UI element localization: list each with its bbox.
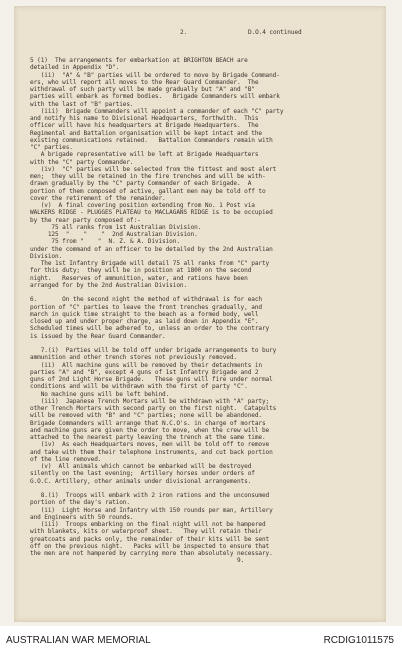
text-line: 125 " " " 2nd Australian Division.	[30, 231, 198, 238]
text-line: for this duty; they will be in position at 1800 on the second	[30, 267, 252, 275]
text-line: 7.(i) Parties will be told off under brigade arrangements to bury	[30, 347, 277, 354]
text-line: G.O.C. Artillery, other animals under divisional arrangements.	[30, 477, 252, 485]
text-line: night. Reserves of ammunition, water, and rations have been	[30, 274, 248, 282]
text-line: and notify his name to Divisional Headquarters, forthwith. This	[30, 115, 259, 122]
text-line: 6. On the second night the method of withdrawal is for each	[30, 296, 262, 304]
text-line: other Trench Mortars with second party on the first night. Catapults	[30, 405, 277, 412]
text-line: conditions and will be withdrawn with the first of party "C".	[30, 383, 248, 391]
text-line: parties will embark as formed bodies. Brigade Commanders will embark	[30, 93, 280, 101]
text-line: 75 all ranks from 1st Australian Division.	[30, 223, 202, 231]
text-line: drawn gradually by the "C" party Commander of each Brigade. A	[30, 180, 252, 188]
text-line	[30, 289, 382, 296]
text-line: (iii) Brigade Commanders will appoint a commander of each "C" party	[30, 107, 284, 115]
page-number: 2.	[180, 28, 188, 36]
text-line: attached to the nearest party leaving the trench at the same time.	[30, 434, 266, 441]
text-line: march in quick time straight to the beach as a formed body, well	[30, 310, 259, 318]
text-line: 5 (1) The arrangements for embarkation at BRIGHTON BEACH are	[30, 57, 248, 64]
text-line: (v) A final covering position extending from No. 1 Post via	[30, 202, 255, 209]
text-line: detailed in Appendix "D".	[30, 64, 120, 72]
text-line	[30, 485, 382, 492]
text-line: (v) All animals which cannot be embarked will be destroyed	[30, 463, 252, 470]
archive-record-id: RCDIG1011575	[323, 635, 394, 646]
text-line: under the command of an officer to be detailed by the 2nd Australian	[30, 245, 273, 253]
text-line	[30, 340, 382, 347]
text-line: (ii) Light Horse and Infantry with 150 rounds per man, Artillery	[30, 506, 273, 514]
text-line: with the last of "B" parties.	[30, 100, 134, 108]
text-line: No machine guns will be left behind.	[30, 390, 170, 398]
text-line: (iv) "C" parties will be selected from the fittest and most alert	[30, 165, 277, 173]
text-line: greatcoats and packs only, the remainder of their kits will be sent	[30, 535, 270, 543]
text-line: (iv) As each Headquarters moves, men will be told off to remove	[30, 441, 270, 449]
text-line: portion of "C" parties to leave the front trenches gradually, and	[30, 303, 262, 311]
text-line: (ii) All machine guns will be removed by their detachments in	[30, 361, 262, 369]
document-body	[30, 57, 382, 565]
text-line: and take with them their telephone instruments, and cut back portion	[30, 448, 273, 456]
text-line: guns of 2nd Light Horse Brigade. These guns will fire under normal	[30, 376, 273, 383]
text-line: A brigade representative will be left at Brigade Headquarters	[30, 151, 259, 159]
document-reference: D.O.4 continued	[248, 28, 302, 36]
text-line: of the line removed.	[30, 455, 102, 463]
text-line: WALKERS RIDGE - PLUGGES PLATEAU to MACLAGANS RIDGE is to be occupied	[30, 209, 273, 217]
text-line: parties "A" and "B", except 4 guns of 1st Infantry Brigade and 2	[30, 368, 259, 376]
text-line: will be removed with "B" and "C" parties; none will be abandoned.	[30, 412, 262, 420]
text-line: with the "C" party Commander.	[30, 158, 134, 166]
archive-name: AUSTRALIAN WAR MEMORIAL	[6, 635, 151, 646]
text-line: "C" parties.	[30, 144, 73, 151]
typed-document	[30, 14, 382, 572]
text-line: officer will have his headquarters at Brigade Headquarters. The	[30, 122, 259, 130]
text-line: (iii) Japanese Trench Mortars will be withdrawn with "A" party;	[30, 397, 270, 405]
text-line: closed up and under proper charge, as laid down in Appendix "E".	[30, 318, 259, 325]
text-line: portion of them composed of active, gallant men may be told off to	[30, 187, 266, 195]
text-line: men; they will be retained in the fire trenches and will be with-	[30, 173, 266, 180]
text-line: Division.	[30, 252, 63, 260]
text-line: ers, who will report all moves to the Rear Guard Commander. The	[30, 78, 259, 86]
text-line: (ii) "A" & "B" parties will be ordered to move by Brigade Command-	[30, 71, 280, 79]
text-line: and machine guns are given the order to move, when the crew will be	[30, 426, 270, 434]
text-line: by the rear party composed of:-	[30, 216, 141, 224]
text-line: ammunition and other trench stores not previously removed.	[30, 354, 237, 362]
archive-footer	[0, 626, 402, 654]
text-line: is issued by the Rear Guard Commander.	[30, 332, 166, 340]
text-line: arranged for by the 2nd Australian Division.	[30, 281, 188, 289]
text-line: Regimental and Battalion organisation will be kept intact and the	[30, 129, 262, 137]
text-line: Scheduled times will be adhered to, unless an order to the contrary	[30, 325, 270, 333]
text-line: withdrawal of such party will be made gradually but "A" and "B"	[30, 86, 255, 93]
text-line: 9.	[30, 557, 245, 565]
text-line: The 1st Infantry Brigade will detail 75 all ranks from "C" party	[30, 260, 270, 267]
text-line: the men are not hampered by carrying more than absolutely necessary.	[30, 550, 273, 557]
text-line: 8.(i) Troops will embark with 2 iron rations and the unconsumed	[30, 492, 270, 499]
page-header	[30, 29, 382, 43]
text-line: 75 from " " N. Z. & A. Division.	[30, 238, 180, 246]
text-line: Brigade Commanders will arrange that N.C.O's. in charge of mortars	[30, 419, 266, 427]
text-line: (iii) Troops embarking on the final night will not be hampered	[30, 521, 266, 528]
text-line: and Engineers with 50 rounds.	[30, 513, 134, 521]
text-line: portion of the day's ration.	[30, 499, 130, 507]
text-line: with blankets, kits or waterproof sheet. They will retain their	[30, 528, 262, 536]
text-line: existing communications retained. Battalion Commanders remain with	[30, 136, 273, 144]
text-line: silently on the last evening; Artillery horses under orders of	[30, 470, 255, 478]
text-line: off on the previous night. Packs will be inspected to ensure that	[30, 542, 270, 550]
text-line: cover the retirement of the remainder.	[30, 194, 166, 202]
